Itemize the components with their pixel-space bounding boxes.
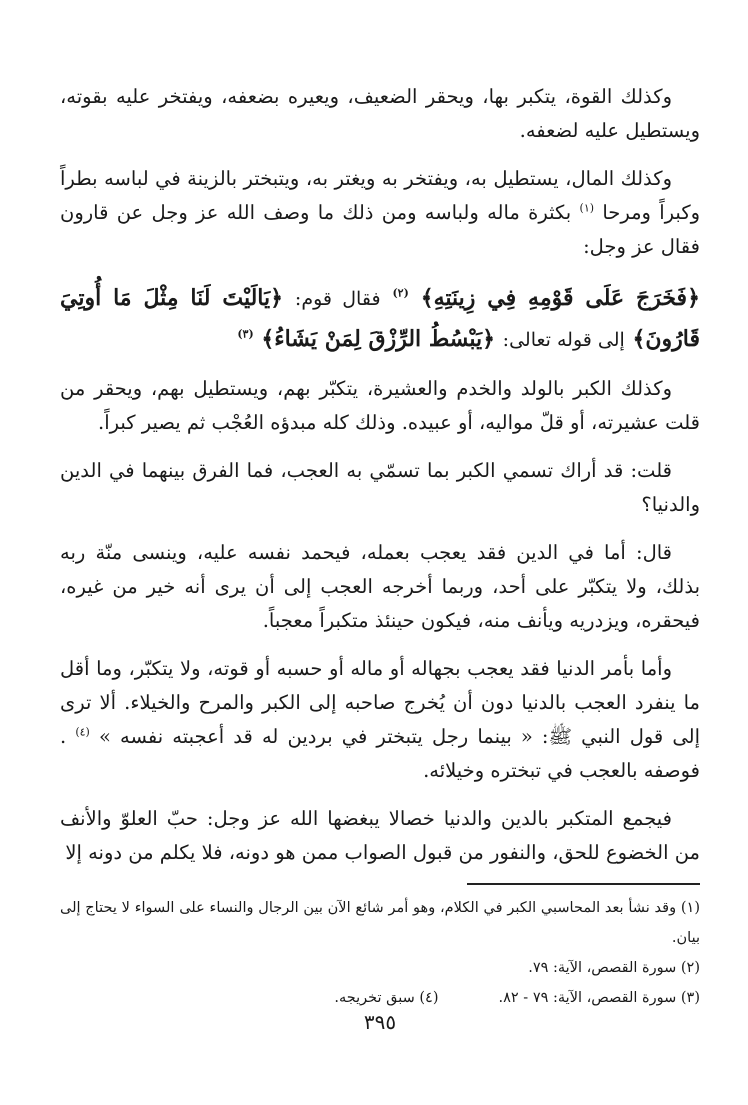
footnote-divider bbox=[467, 883, 700, 885]
paragraph-answer: قال: أما في الدين فقد يعجب بعمله، فيحمد نفسه عليه، وينسى منّة ربه بذلك، ولا يتكبّر على أحد، وربما أخرجه العجب إلى أن يرى أنه خير من غيره، فيحقره، ويزدريه ويأنف منه، فيكون حينئذ متكبراً معجباً. bbox=[60, 541, 700, 632]
quran-connector-1: فقال قوم: bbox=[294, 288, 381, 310]
paragraph-family: وكذلك الكبر بالولد والخدم والعشيرة، يتكبّر بهم، ويستطيل بهم، ويحقر من قلت عشيرته، أو قلّ مواليه، أو عبيده. وذلك كله مبدؤه العُجْب ثم يصير كبراً. bbox=[60, 377, 700, 434]
footnote-3-text: سورة القصص، الآية: ٧٩ - ٨٢. bbox=[498, 990, 677, 1006]
footnote-2-marker: (٢) bbox=[680, 960, 700, 976]
paragraph-wealth bbox=[60, 162, 700, 264]
note-ref-2: (٢) bbox=[392, 286, 409, 300]
paragraph-final: فيجمع المتكبر بالدين والدنيا خصالا يبغضها الله عز وجل: حبّ العلوّ والأنف من الخضوع للحق، والنفور من قبول الصواب ممن هو دونه، فلا يكلم من دونه إلا bbox=[60, 807, 700, 864]
quran-verse-3: ﴿يَبْسُطُ الرِّزْقَ لِمَنْ يَشَاءُ﴾ bbox=[261, 326, 495, 352]
quran-verse-1: ﴿فَخَرَجَ عَلَى قَوْمِهِ فِي زِينَتِهِ﴾ bbox=[420, 285, 700, 311]
footnote-2 bbox=[60, 953, 700, 983]
paragraph-strength: وكذلك القوة، يتكبر بها، ويحقر الضعيف، ويعيره بضعفه، ويفتخر عليه بقوته، ويستطيل عليه لضعفه. bbox=[60, 85, 700, 142]
note-ref-3: (٣) bbox=[237, 327, 254, 341]
note-ref-1: (١) bbox=[579, 201, 595, 215]
footnote-4-text: سبق تخريجه. bbox=[334, 990, 415, 1006]
quran-connector-2: إلى قوله تعالى: bbox=[502, 329, 625, 351]
paragraph-dunya-text-2: . فوصفه بالعجب في تبختره وخيلائه. bbox=[60, 725, 700, 782]
note-ref-4: (٤) bbox=[75, 725, 90, 739]
footnote-1-text: وقد نشأ بعد المحاسبي الكبر في الكلام، وهو أمر شائع الآن بين الرجال والنساء على السواء لا يحتاج إلى بيان. bbox=[60, 900, 700, 946]
footnote-1 bbox=[60, 893, 700, 953]
paragraph-wealth-text-2: بكثرة ماله ولباسه ومن ذلك ما وصف الله عز وجل عن قارون فقال عز وجل: bbox=[60, 201, 700, 258]
footnote-1-marker: (١) bbox=[680, 900, 700, 916]
page-number: ٣٩٥ bbox=[363, 1010, 397, 1034]
footnotes bbox=[60, 893, 700, 1013]
quran-verse-2: ﴿يَالَيْتَ لَنَا مِثْلَ مَا أُوتِيَ قَارُونَ﴾ bbox=[60, 285, 700, 352]
footnote-3-marker: (٣) bbox=[680, 990, 700, 1006]
footnote-2-text: سورة القصص، الآية: ٧٩. bbox=[528, 960, 677, 976]
paragraph-dunya bbox=[60, 652, 700, 788]
paragraph-wealth-text: وكذلك المال، يستطيل به، ويفتخر به ويغتر به، ويتبختر بالزينة في لباسه بطراً وكبراً ومرحا bbox=[60, 167, 701, 224]
page-body bbox=[60, 80, 700, 1090]
quran-quote bbox=[60, 278, 700, 360]
paragraph-dunya-text: وأما بأمر الدنيا فقد يعجب بجهاله أو ماله أو حسبه أو قوته، ولا يتكبّر، وما أقل ما ينفرد العجب بالدنيا دون أن يُخرج صاحبه إلى الكبر والمرح والخيلاء. ألا ترى إلى قول النبي ﷺ: « بينما رجل يتبختر في بردين له قد أعجبته نفسه » bbox=[60, 657, 700, 748]
footnote-4-marker: (٤) bbox=[419, 990, 439, 1006]
paragraph-question: قلت: قد أراك تسمي الكبر بما تسمّي به العجب، فما الفرق بينهما في الدين والدنيا؟ bbox=[60, 459, 700, 516]
